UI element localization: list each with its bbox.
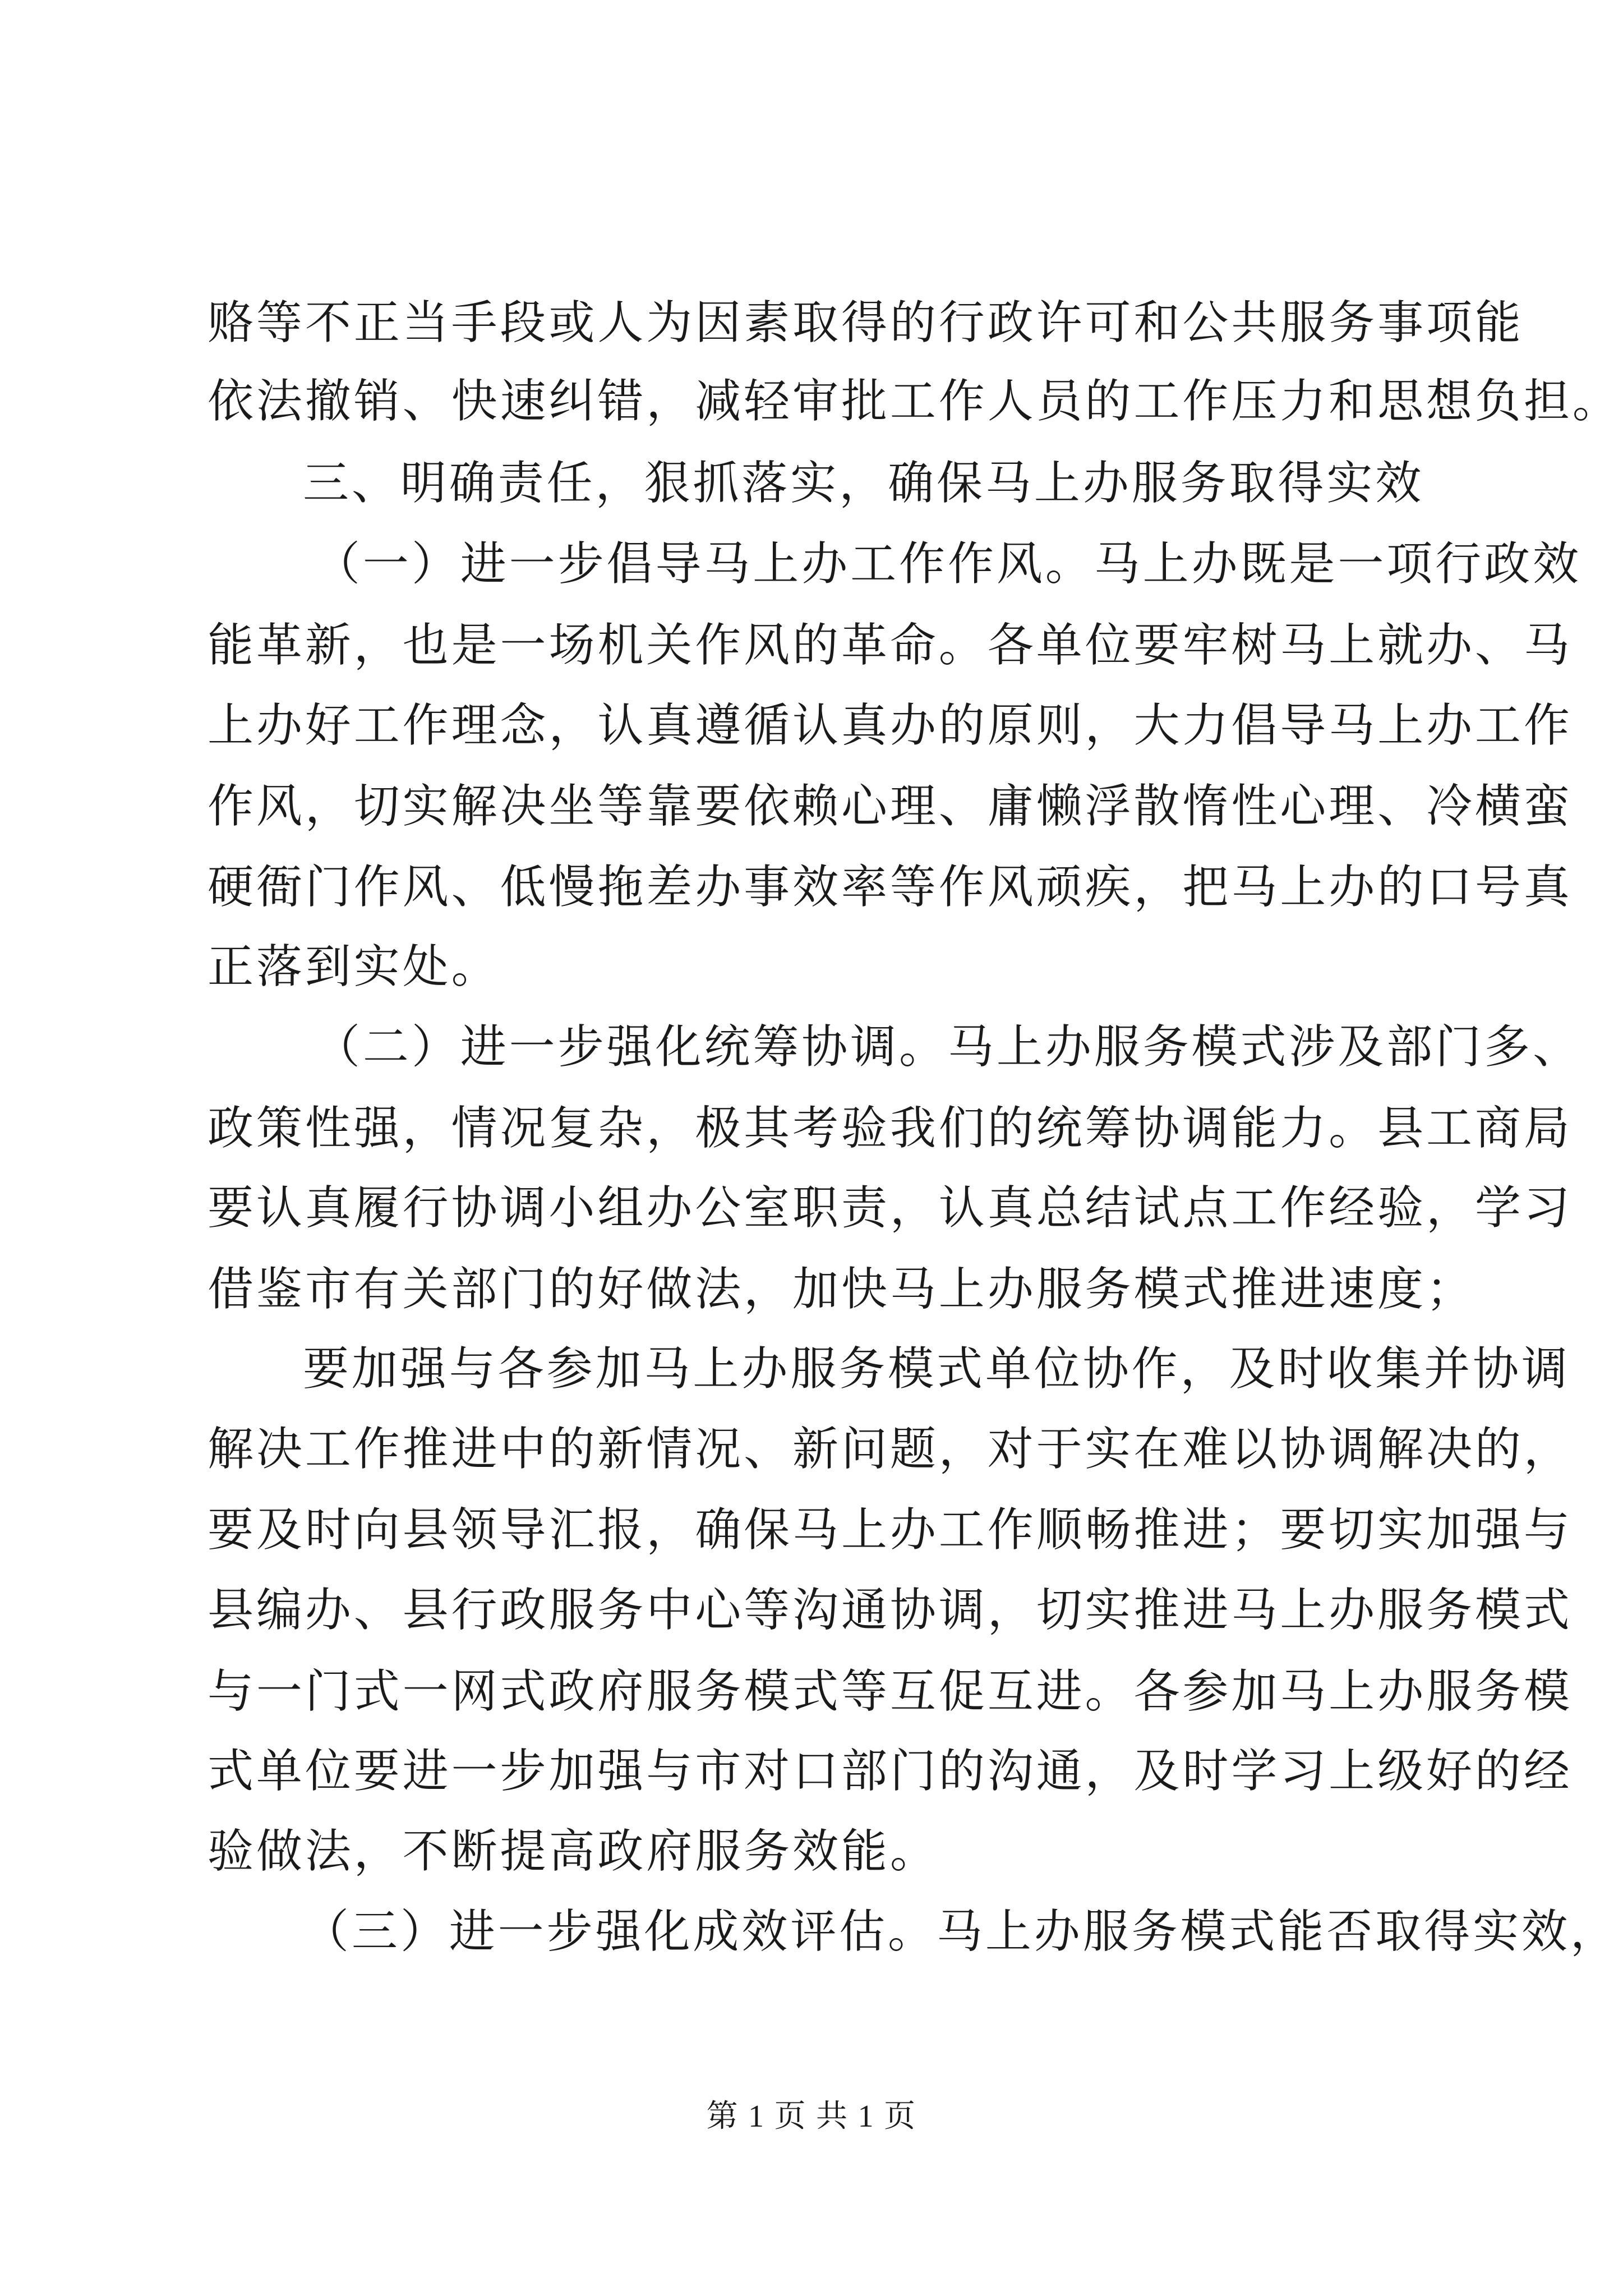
text-line-6: 上办好工作理念，认真遵循认真办的原则，大力倡导马上办工作 — [208, 699, 1573, 752]
text-line-14: 要加强与各参加马上办服务模式单位协作，及时收集并协调 — [303, 1342, 1570, 1396]
text-line-10: （二）进一步强化统筹协调。马上办服务模式涉及部门多、 — [314, 1020, 1581, 1074]
text-line-17: 县编办、县行政服务中心等沟通协调，切实推进马上办服务模式 — [208, 1584, 1573, 1637]
text-line-16: 要及时向县领导汇报，确保马上办工作顺畅推进；要切实加强与 — [208, 1503, 1573, 1557]
page-footer: 第 1 页 共 1 页 — [706, 2099, 917, 2134]
text-line-12: 要认真履行协调小组办公室职责，认真总结试点工作经验，学习 — [208, 1181, 1573, 1235]
text-line-1: 赂等不正当手段或人为因素取得的行政许可和公共服务事项能 — [208, 296, 1524, 349]
text-line-20: 验做法，不断提高政府服务效能。 — [208, 1825, 939, 1878]
text-line-19: 式单位要进一步加强与市对口部门的沟通，及时学习上级好的经 — [208, 1745, 1573, 1798]
text-line-18: 与一门式一网式政府服务模式等互促互进。各参加马上办服务模 — [208, 1665, 1573, 1718]
section-heading: 三、明确责任，狠抓落实，确保马上办服务取得实效 — [303, 457, 1424, 510]
text-line-11: 政策性强，情况复杂，极其考验我们的统筹协调能力。县工商局 — [208, 1102, 1573, 1155]
text-line-13: 借鉴市有关部门的好做法，加快马上办服务模式推进速度； — [208, 1263, 1475, 1316]
text-line-5: 能革新，也是一场机关作风的革命。各单位要牢树马上就办、马 — [208, 619, 1573, 672]
text-line-4: （一）进一步倡导马上办工作作风。马上办既是一项行政效 — [314, 537, 1581, 591]
text-line-2: 依法撤销、快速纠错，减轻审批工作人员的工作压力和思想负担。 — [208, 375, 1621, 428]
text-line-9: 正落到实处。 — [208, 940, 500, 993]
text-line-21: （三）进一步强化成效评估。马上办服务模式能否取得实效， — [303, 1905, 1619, 1958]
text-line-8: 硬衙门作风、低慢拖差办事效率等作风顽疾，把马上办的口号真 — [208, 861, 1573, 914]
text-line-7: 作风，切实解决坐等靠要依赖心理、庸懒浮散惰性心理、冷横蛮 — [208, 780, 1573, 833]
text-line-15: 解决工作推进中的新情况、新问题，对于实在难以协调解决的， — [208, 1423, 1573, 1476]
